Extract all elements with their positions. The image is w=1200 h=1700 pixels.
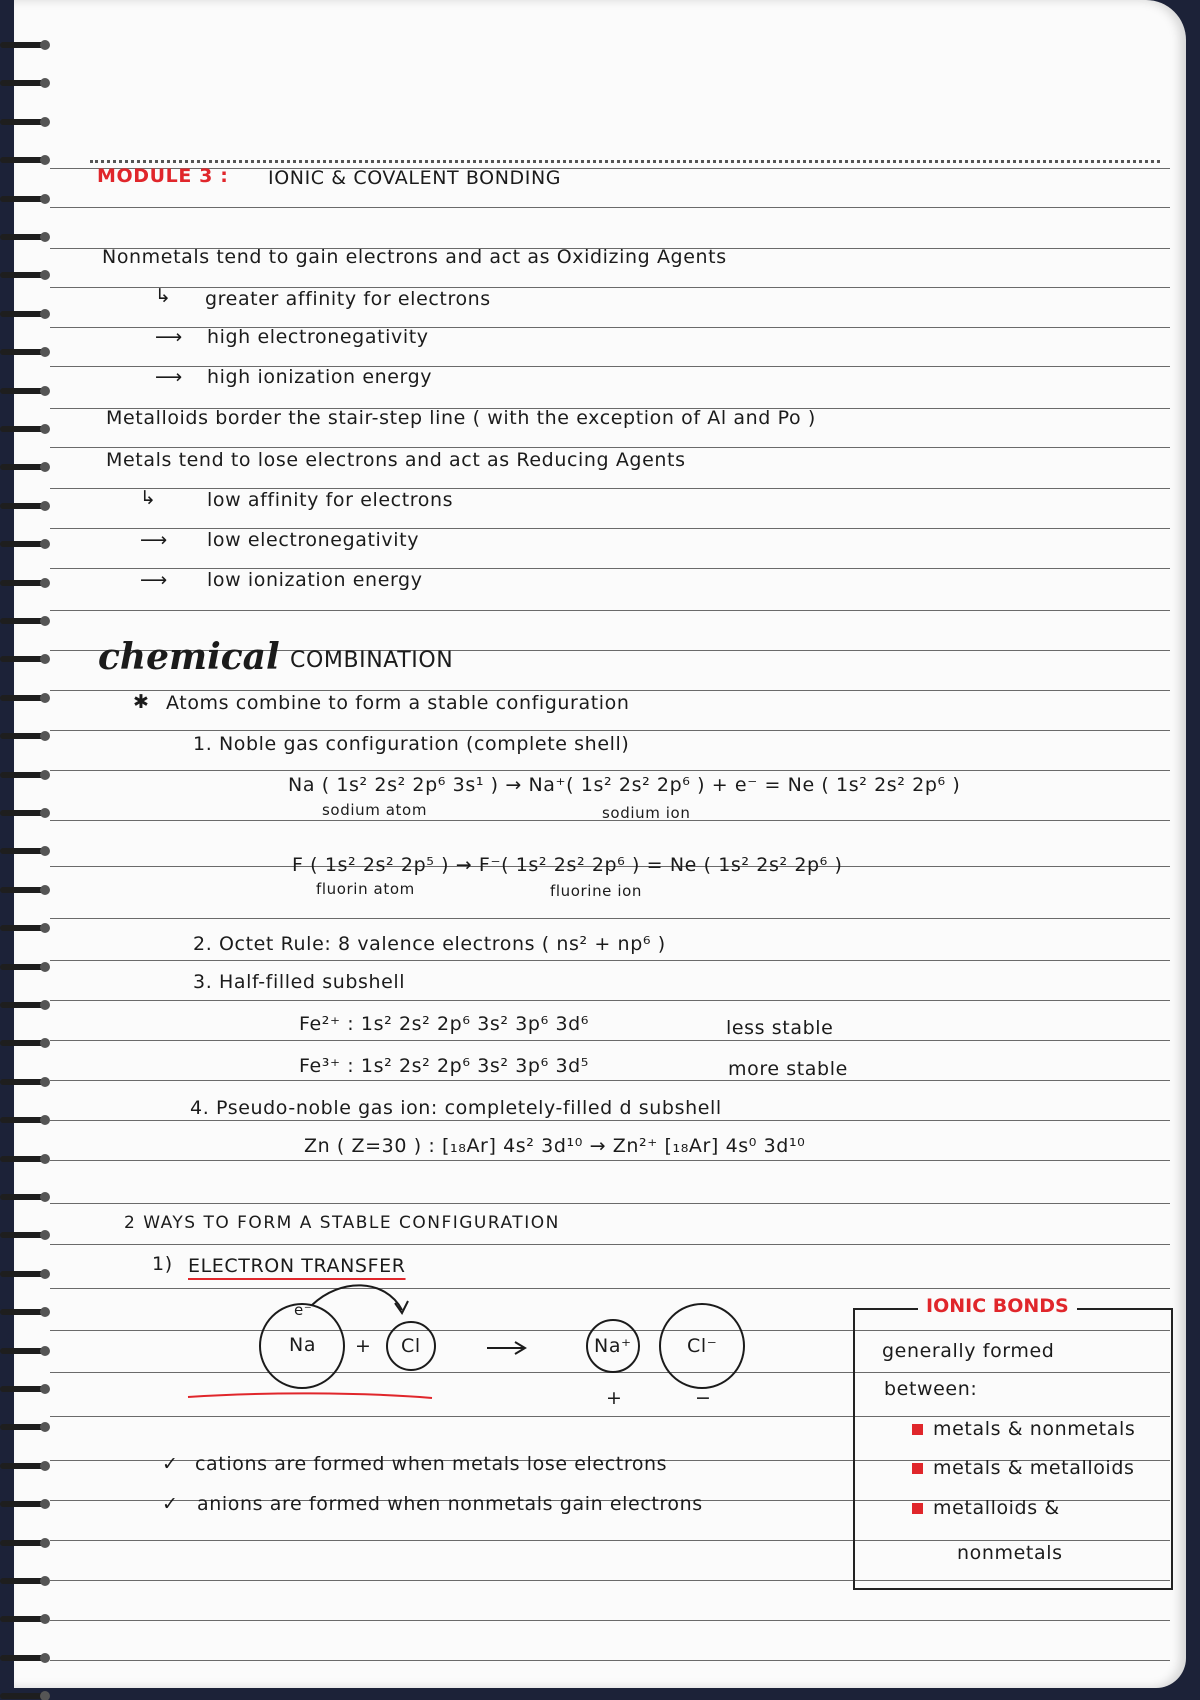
cation-statement: cations are formed when metals lose electrons: [195, 1453, 668, 1475]
rule-3: 3. Half-filled subshell: [193, 971, 406, 993]
metals-statement: Metals tend to lose electrons and act as Reducing Agents: [106, 449, 686, 471]
sodium-equation: Na ( 1s² 2s² 2p⁶ 3s¹ ) → Na⁺( 1s² 2s² 2p⁶ ) + e⁻ = Ne ( 1s² 2s² 2p⁶ ): [288, 774, 961, 796]
sodium-atom-label: sodium atom: [322, 801, 428, 819]
rule-2: 2. Octet Rule: 8 valence electrons ( ns² + np⁶ ): [193, 933, 666, 955]
rule-4: 4. Pseudo-noble gas ion: completely-filled d subshell: [190, 1097, 722, 1119]
transfer-arrow: [312, 1285, 402, 1310]
red-square-icon: [912, 1503, 923, 1514]
fe2-config: Fe²⁺ : 1s² 2s² 2p⁶ 3s² 3p⁶ 3d⁶: [299, 1013, 590, 1035]
nonmetal-point: high electronegativity: [207, 326, 429, 348]
asterisk-icon: ✱: [133, 691, 150, 713]
nonmetal-point: high ionization energy: [207, 366, 433, 388]
ionic-box-item-text: metals & metalloids: [933, 1457, 1135, 1479]
ionic-bonds-title: IONIC BONDS: [918, 1295, 1077, 1317]
ways-heading: 2 WAYS TO FORM A STABLE CONFIGURATION: [124, 1213, 560, 1233]
check-icon: ✓: [162, 1493, 179, 1515]
subsection-number: 1): [152, 1253, 173, 1275]
diagram-na-ion: Na⁺: [594, 1335, 632, 1357]
section-heading-script: chemical: [98, 636, 280, 678]
section-heading: COMBINATION: [290, 648, 454, 673]
red-underline: [188, 1393, 432, 1398]
arrow-icon: ⟶: [140, 529, 168, 551]
ionic-box-line: generally formed: [882, 1340, 1055, 1362]
fe3-config: Fe³⁺ : 1s² 2s² 2p⁶ 3s² 3p⁶ 3d⁵: [299, 1055, 590, 1077]
diagram-cl: Cl: [401, 1335, 421, 1357]
arrow-icon: ⟶: [155, 326, 183, 348]
arrow-icon: ↳: [140, 487, 157, 509]
module-label: MODULE 3 :: [97, 165, 229, 187]
red-square-icon: [912, 1463, 923, 1474]
metal-point: low electronegativity: [207, 529, 420, 551]
ionic-box-item-continued: nonmetals: [957, 1542, 1063, 1564]
diagram-cl-ion: Cl⁻: [687, 1335, 718, 1357]
ionic-box-item: [912, 1418, 1135, 1440]
arrow-icon: ⟶: [140, 569, 168, 591]
check-icon: ✓: [162, 1453, 179, 1475]
diagram-plus: +: [355, 1335, 372, 1357]
nonmetals-statement: Nonmetals tend to gain electrons and act as Oxidizing Agents: [102, 246, 727, 268]
ionic-box-item: [912, 1497, 1060, 1519]
fluorine-ion-label: fluorine ion: [550, 882, 643, 900]
fe3-note: more stable: [728, 1058, 848, 1080]
rule-1: 1. Noble gas configuration (complete shell): [193, 733, 630, 755]
diagram-positive-charge: +: [606, 1387, 623, 1409]
fluorine-equation: F ( 1s² 2s² 2p⁵ ) → F⁻( 1s² 2s² 2p⁶ ) = Ne ( 1s² 2s² 2p⁶ ): [292, 854, 843, 876]
metal-point: low affinity for electrons: [207, 489, 454, 511]
nonmetal-point: greater affinity for electrons: [205, 288, 491, 310]
combination-intro: Atoms combine to form a stable configuration: [166, 692, 630, 714]
diagram-na: Na: [289, 1334, 317, 1356]
ionic-box-item-text: metals & nonmetals: [933, 1418, 1136, 1440]
anion-statement: anions are formed when nonmetals gain electrons: [197, 1493, 703, 1515]
fluorine-atom-label: fluorin atom: [316, 880, 415, 898]
metal-point: low ionization energy: [207, 569, 423, 591]
electron-label: e⁻: [294, 1301, 313, 1319]
subsection-title: ELECTRON TRANSFER: [188, 1255, 406, 1277]
arrow-icon: ↳: [155, 285, 172, 307]
arrow-icon: ⟶: [155, 366, 183, 388]
zinc-equation: Zn ( Z=30 ) : [₁₈Ar] 4s² 3d¹⁰ → Zn²⁺ [₁₈Ar] 4s⁰ 3d¹⁰: [304, 1135, 806, 1157]
page-title: IONIC & COVALENT BONDING: [268, 167, 562, 189]
ionic-box-item-text: metalloids &: [933, 1497, 1060, 1519]
sodium-ion-label: sodium ion: [602, 804, 691, 822]
red-square-icon: [912, 1424, 923, 1435]
fe2-note: less stable: [726, 1017, 834, 1039]
ionic-box-item: [912, 1457, 1134, 1479]
reaction-arrow: [487, 1342, 525, 1354]
diagram-negative-charge: −: [695, 1387, 712, 1409]
metalloids-statement: Metalloids border the stair-step line ( with the exception of Al and Po ): [106, 407, 816, 429]
ionic-box-line: between:: [884, 1378, 978, 1400]
